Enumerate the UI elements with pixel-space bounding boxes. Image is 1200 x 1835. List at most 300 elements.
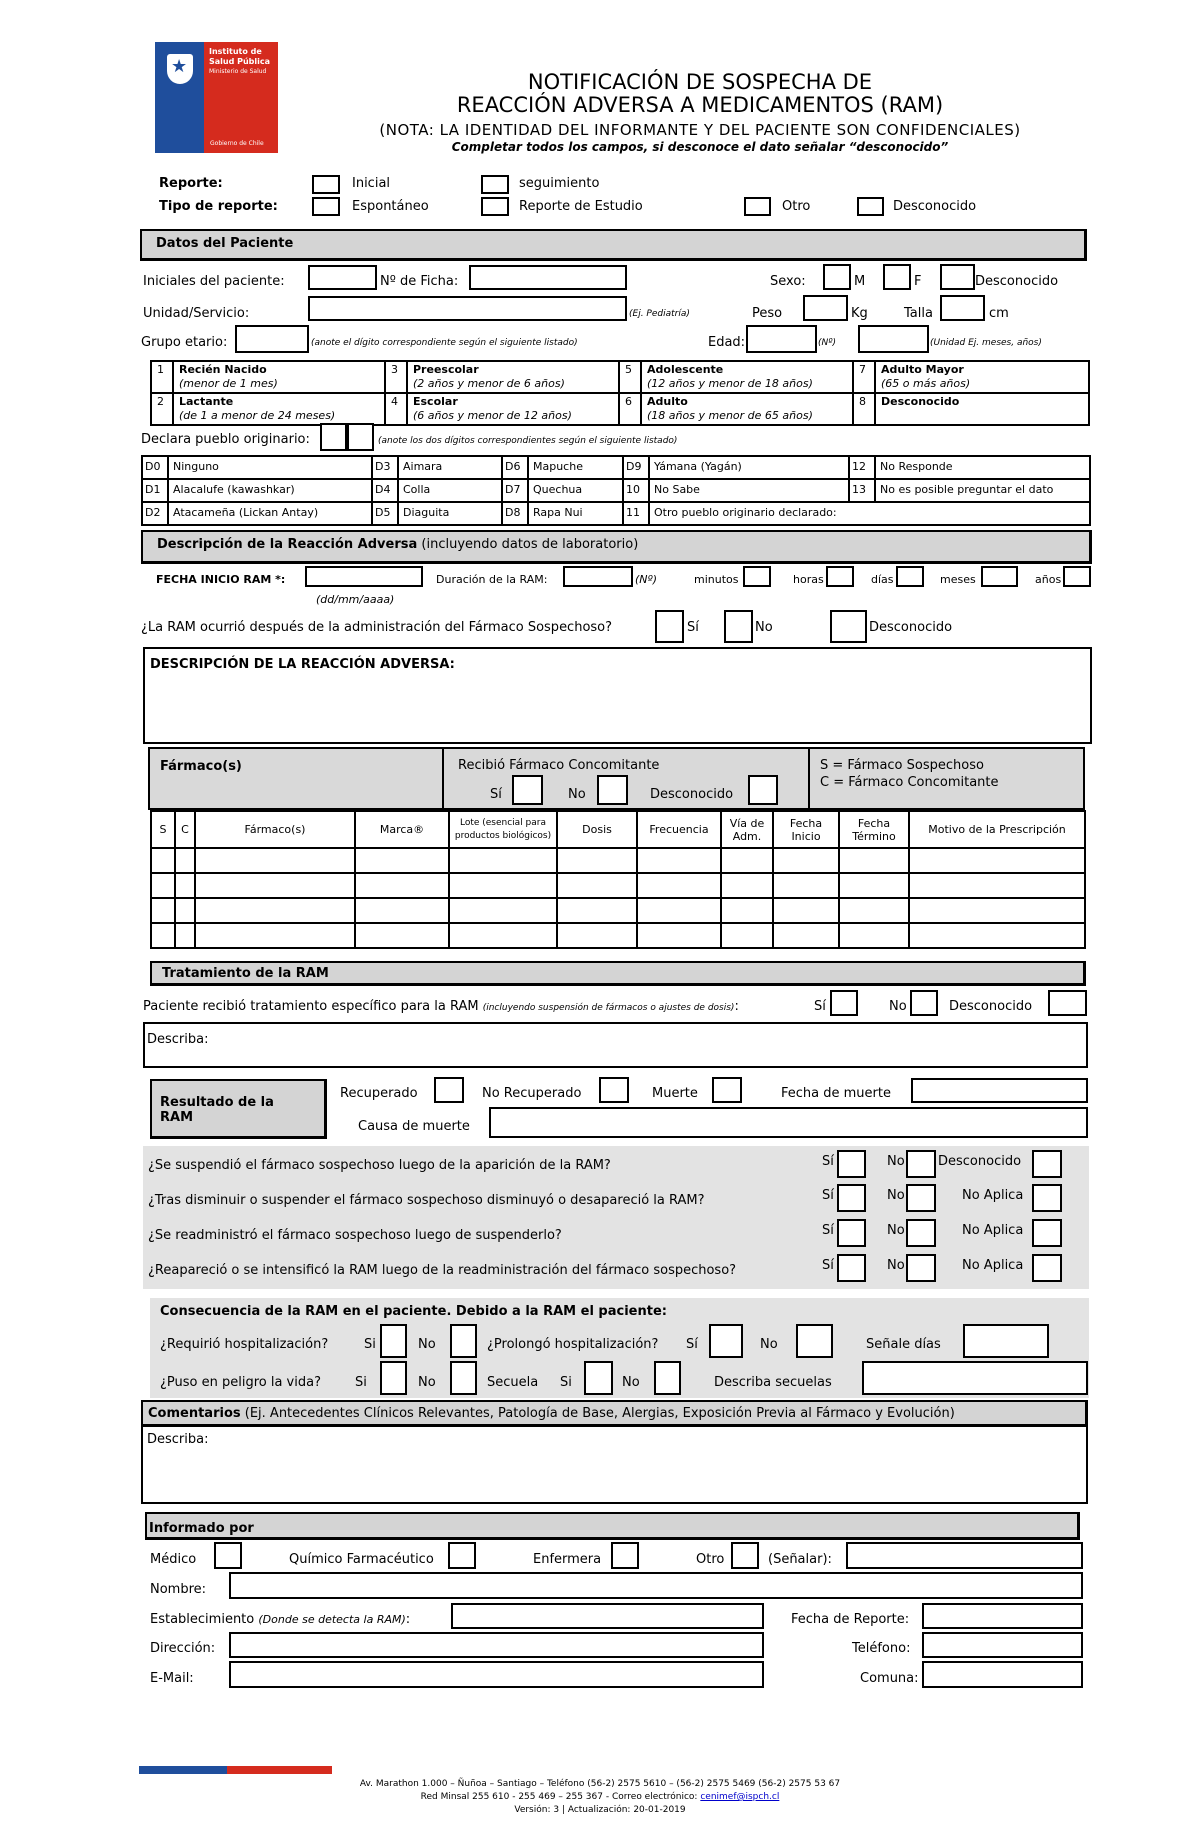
sexo-m-checkbox[interactable] (823, 264, 851, 290)
question-2-b-checkbox[interactable] (906, 1184, 936, 1212)
talla-input[interactable] (940, 295, 985, 321)
email-label: E-Mail: (150, 1671, 194, 1686)
col-farmaco: Fármaco(s) (195, 811, 355, 848)
age-group-desc: (menor de 1 mes) (179, 377, 278, 390)
comments-header-text (148, 1406, 955, 1421)
comments-sub: (Ej. Antecedentes Clínicos Relevantes, Patología de Base, Alergias, Exposición Previa al Fármaco y Evolución) (244, 1406, 955, 1421)
question-4-c-label: No Aplica (962, 1258, 1024, 1273)
footer-email-link[interactable]: cenimef@ispch.cl (700, 1792, 780, 1802)
footer-contact-text: Red Minsal 255 610 - 255 469 – 255 367 - Correo electrónico: (420, 1792, 698, 1802)
establecimiento-text: Establecimiento (150, 1612, 255, 1627)
secuela-no-checkbox[interactable] (654, 1361, 681, 1395)
estudio-checkbox[interactable] (481, 197, 509, 216)
drug-cell[interactable] (449, 848, 557, 873)
question-2-c-label: No Aplica (962, 1188, 1024, 1203)
drugs-table (150, 810, 1086, 949)
col-c: C (175, 811, 195, 848)
age-group-title: Lactante (179, 395, 234, 408)
after-question: ¿La RAM ocurrió después de la administración del Fármaco Sospechoso? (141, 620, 613, 635)
drug-cell[interactable] (637, 873, 721, 898)
treatment-describe-box[interactable] (143, 1022, 1088, 1068)
establecimiento-colon: : (405, 1612, 411, 1627)
anos-input[interactable] (1063, 566, 1091, 587)
drug-cell[interactable] (721, 898, 773, 923)
drug-cell[interactable] (557, 923, 637, 948)
drugs-header-divider-2 (808, 747, 810, 810)
drug-row (151, 923, 1085, 948)
direccion-input[interactable] (229, 1632, 764, 1658)
result-title-box (150, 1079, 327, 1139)
drugs-title: Fármaco(s) (160, 759, 242, 774)
pueblo-hint: (anote los dos dígitos correspondientes según el siguiente listado) (378, 436, 678, 446)
age-group-desc: (12 años y menor de 18 años) (647, 377, 813, 390)
age-group-num: 4 (385, 393, 407, 425)
quimico-checkbox[interactable] (448, 1542, 476, 1569)
drug-cell[interactable] (773, 898, 839, 923)
peligro-si-label: Si (355, 1375, 367, 1390)
people-name: Rapa Nui (528, 502, 623, 525)
drug-cell[interactable] (449, 873, 557, 898)
age-group-desc: (de 1 a menor de 24 meses) (179, 409, 336, 422)
cm-label: cm (989, 306, 1009, 321)
after-si-label: Sí (687, 620, 699, 635)
question-4-c-checkbox[interactable] (1032, 1254, 1062, 1282)
col-marca: Marca® (355, 811, 449, 848)
drug-cell[interactable] (773, 923, 839, 948)
inicial-label: Inicial (352, 176, 391, 191)
people-code: D6 (502, 456, 528, 479)
concomitant-si-checkbox[interactable] (512, 775, 543, 805)
edad-hint: (Nº) (818, 338, 836, 348)
nombre-input[interactable] (229, 1572, 1083, 1599)
reaction-section-label: Descripción de la Reacción Adversa (157, 537, 418, 552)
kg-label: Kg (851, 306, 868, 321)
question-1-c-checkbox[interactable] (1032, 1150, 1062, 1178)
edad-input[interactable] (746, 325, 817, 353)
drug-cell[interactable] (175, 848, 195, 873)
people-code: 12 (849, 456, 875, 479)
describa-secuelas-label: Describa secuelas (714, 1375, 832, 1390)
telefono-input[interactable] (922, 1632, 1083, 1658)
comuna-label: Comuna: (860, 1671, 919, 1686)
age-group-num: 7 (853, 361, 875, 393)
concomitant-label: Recibió Fármaco Concomitante (458, 758, 660, 773)
peoples-row (142, 502, 1090, 525)
reporter-header (145, 1512, 1080, 1540)
footer-contact (0, 1792, 1200, 1802)
people-code: 10 (623, 479, 649, 502)
drug-cell[interactable] (355, 873, 449, 898)
drug-cell[interactable] (175, 898, 195, 923)
secuelas-input[interactable] (862, 1361, 1088, 1395)
medico-label: Médico (150, 1552, 197, 1567)
ficha-input[interactable] (469, 265, 627, 290)
drug-cell[interactable] (637, 923, 721, 948)
concomitant-desconocido-checkbox[interactable] (748, 775, 778, 805)
sexo-f-checkbox[interactable] (883, 264, 911, 290)
instruction: Completar todos los campos, si desconoce el dato señalar “desconocido” (451, 140, 949, 154)
peligro-question: ¿Puso en peligro la vida? (160, 1375, 321, 1390)
medico-checkbox[interactable] (214, 1542, 242, 1569)
question-4-b-label: No (887, 1258, 905, 1273)
drug-cell[interactable] (909, 923, 1085, 948)
comments-title: Comentarios (148, 1406, 241, 1421)
age-group-desc: (6 años y menor de 12 años) (413, 409, 572, 422)
pueblo-input-1[interactable] (320, 423, 347, 451)
age-group-num: 1 (151, 361, 173, 393)
question-3-b-label: No (887, 1223, 905, 1238)
fecha-inicio-hint: (dd/mm/aaaa) (316, 593, 395, 606)
question-2-a-checkbox[interactable] (837, 1184, 866, 1212)
drug-row (151, 873, 1085, 898)
people-code: D9 (623, 456, 649, 479)
logo (155, 42, 278, 153)
col-fecha-inicio: Fecha Inicio (773, 811, 839, 848)
age-group-row (151, 393, 1089, 425)
meses-label: meses (940, 573, 976, 586)
people-name: Aimara (398, 456, 502, 479)
causa-muerte-input[interactable] (489, 1107, 1088, 1138)
sexo-desconocido-checkbox[interactable] (940, 264, 975, 290)
grupo-input[interactable] (235, 325, 309, 353)
people-name: Mapuche (528, 456, 623, 479)
dias-label: Señale días (866, 1337, 941, 1352)
question-4: ¿Reapareció o se intensificó la RAM luego de la readministración del fármaco sospechoso? (148, 1263, 737, 1278)
hosp-si-label: Si (364, 1337, 376, 1352)
footer-blue-bar (139, 1766, 227, 1774)
drug-cell[interactable] (721, 873, 773, 898)
grupo-label: Grupo etario: (141, 335, 228, 350)
col-dosis: Dosis (557, 811, 637, 848)
unidad-hint: (Ej. Pediatría) (629, 309, 690, 319)
drug-cell[interactable] (773, 848, 839, 873)
comments-describe-label: Describa: (147, 1432, 209, 1447)
edad-unit-input[interactable] (858, 325, 929, 353)
muerte-checkbox[interactable] (712, 1077, 742, 1103)
treatment-desconocido-checkbox[interactable] (1048, 990, 1087, 1016)
drug-cell[interactable] (355, 848, 449, 873)
duracion-hint: (Nº) (635, 573, 657, 586)
otro-reporter-label: Otro (696, 1552, 725, 1567)
question-3-a-checkbox[interactable] (837, 1219, 866, 1247)
ficha-label: Nº de Ficha: (380, 274, 459, 289)
drug-cell[interactable] (195, 873, 355, 898)
drug-cell[interactable] (637, 848, 721, 873)
people-name: Quechua (528, 479, 623, 502)
treatment-section-title: Tratamiento de la RAM (162, 966, 329, 981)
peligro-no-checkbox[interactable] (450, 1361, 477, 1395)
people-name: Otro pueblo originario declarado: (649, 502, 1090, 525)
age-group-table (150, 360, 1090, 426)
question-4-b-checkbox[interactable] (906, 1254, 936, 1282)
comments-header (141, 1400, 1088, 1427)
question-3-a-label: Sí (822, 1223, 834, 1238)
age-group-title: Adolescente (647, 363, 724, 376)
treatment-colon: : (734, 999, 739, 1014)
people-name: Diaguita (398, 502, 502, 525)
drug-row (151, 898, 1085, 923)
treatment-question-text: Paciente recibió tratamiento específico para la RAM (143, 999, 479, 1014)
peoples-table (141, 455, 1091, 526)
pueblo-input-2[interactable] (347, 423, 374, 451)
drug-cell[interactable] (637, 898, 721, 923)
reporter-title: Informado por (149, 1521, 254, 1536)
sexo-f-label: F (914, 274, 922, 289)
reaction-section-sub: (incluyendo datos de laboratorio) (421, 537, 639, 552)
question-1-b-label: No (887, 1154, 905, 1169)
age-group-num: 3 (385, 361, 407, 393)
hosp-question: ¿Requirió hospitalización? (160, 1337, 329, 1352)
drug-cell[interactable] (355, 898, 449, 923)
drug-cell[interactable] (195, 848, 355, 873)
reaction-section-header (141, 530, 1092, 564)
reaction-description-box[interactable] (143, 647, 1092, 744)
logo-star-icon: ★ (171, 56, 188, 77)
age-group-desc: (2 años y menor de 6 años) (413, 377, 565, 390)
drug-cell[interactable] (839, 898, 909, 923)
fecha-muerte-input[interactable] (911, 1078, 1088, 1103)
reaction-description-title: DESCRIPCIÓN DE LA REACCIÓN ADVERSA: (150, 657, 455, 672)
drug-cell[interactable] (195, 923, 355, 948)
treatment-si-checkbox[interactable] (830, 990, 858, 1016)
question-3-b-checkbox[interactable] (906, 1219, 936, 1247)
duracion-label: Duración de la RAM: (436, 573, 548, 586)
recuperado-label: Recuperado (340, 1086, 418, 1101)
horas-label: horas (793, 573, 824, 586)
after-no-checkbox[interactable] (724, 610, 753, 643)
duracion-input[interactable] (563, 566, 633, 587)
drug-cell[interactable] (151, 848, 175, 873)
hosp-no-label: No (418, 1337, 436, 1352)
no-recuperado-label: No Recuperado (482, 1086, 582, 1101)
drug-cell[interactable] (355, 923, 449, 948)
people-code: 11 (623, 502, 649, 525)
drug-cell[interactable] (151, 873, 175, 898)
drug-cell[interactable] (175, 873, 195, 898)
drug-cell[interactable] (557, 848, 637, 873)
sexo-m-label: M (854, 274, 866, 289)
drug-cell[interactable] (449, 923, 557, 948)
otro-reporter-checkbox[interactable] (731, 1542, 759, 1569)
email-input[interactable] (229, 1661, 764, 1688)
age-group-item (641, 393, 853, 425)
grupo-hint: (anote el dígito correspondiente según el siguiente listado) (311, 338, 578, 348)
anos-label: años (1035, 573, 1062, 586)
question-1: ¿Se suspendió el fármaco sospechoso luego de la aparición de la RAM? (148, 1158, 611, 1173)
treatment-describe-label: Describa: (147, 1032, 209, 1047)
seguimiento-checkbox[interactable] (481, 175, 509, 194)
comments-box[interactable] (141, 1425, 1088, 1504)
drug-cell[interactable] (909, 898, 1085, 923)
prolong-si-checkbox[interactable] (709, 1324, 743, 1358)
prolong-si-label: Sí (686, 1337, 698, 1352)
treatment-si-label: Sí (814, 999, 826, 1014)
quimico-label: Químico Farmacéutico (289, 1552, 434, 1567)
peso-label: Peso (752, 306, 783, 321)
recuperado-checkbox[interactable] (434, 1077, 464, 1103)
meses-input[interactable] (981, 566, 1018, 587)
concomitant-desconocido-label: Desconocido (650, 787, 734, 802)
peso-input[interactable] (803, 295, 848, 321)
dias-input[interactable] (896, 566, 924, 587)
senalar-input[interactable] (846, 1542, 1083, 1569)
footer-version: Versión: 3 | Actualización: 20-01-2019 (514, 1805, 686, 1815)
after-no-label: No (755, 620, 773, 635)
drug-cell[interactable] (909, 848, 1085, 873)
prolong-no-label: No (760, 1337, 778, 1352)
iniciales-input[interactable] (308, 265, 377, 290)
secuela-si-checkbox[interactable] (584, 1361, 613, 1395)
hosp-no-checkbox[interactable] (450, 1324, 477, 1358)
question-3-c-label: No Aplica (962, 1223, 1024, 1238)
people-code: D5 (372, 502, 398, 525)
people-name: No Responde (875, 456, 1090, 479)
reporte-label: Reporte: (159, 176, 223, 191)
drug-cell[interactable] (839, 848, 909, 873)
desconocido-label: Desconocido (893, 199, 977, 214)
fecha-muerte-label: Fecha de muerte (781, 1086, 891, 1101)
people-code: D2 (142, 502, 168, 525)
age-group-num: 8 (853, 393, 875, 425)
unidad-label: Unidad/Servicio: (143, 306, 250, 321)
logo-footer: Gobierno de Chile (210, 140, 264, 147)
legend-concomitante: C = Fármaco Concomitante (820, 775, 999, 790)
col-motivo: Motivo de la Prescripción (909, 811, 1085, 848)
drug-cell[interactable] (909, 873, 1085, 898)
comuna-input[interactable] (922, 1661, 1083, 1688)
drugs-table-header (151, 811, 1085, 848)
after-si-checkbox[interactable] (655, 610, 684, 643)
drug-cell[interactable] (175, 923, 195, 948)
drug-cell[interactable] (839, 923, 909, 948)
people-code: D7 (502, 479, 528, 502)
minutos-input[interactable] (743, 566, 771, 587)
people-name: Ninguno (168, 456, 372, 479)
peligro-no-label: No (418, 1375, 436, 1390)
reaction-section-title (157, 537, 638, 552)
fecha-reporte-input[interactable] (922, 1603, 1083, 1629)
treatment-no-checkbox[interactable] (910, 990, 938, 1016)
age-group-title: Recién Nacido (179, 363, 267, 376)
unidad-input[interactable] (308, 296, 627, 321)
drug-cell[interactable] (195, 898, 355, 923)
secuela-no-label: No (622, 1375, 640, 1390)
concomitant-no-checkbox[interactable] (597, 775, 628, 805)
iniciales-label: Iniciales del paciente: (143, 274, 285, 289)
people-name: Atacameña (Lickan Antay) (168, 502, 372, 525)
enfermera-checkbox[interactable] (611, 1542, 639, 1569)
question-4-a-label: Sí (822, 1258, 834, 1273)
people-code: D1 (142, 479, 168, 502)
otro-checkbox[interactable] (744, 197, 771, 216)
espontaneo-label: Espontáneo (352, 199, 429, 214)
treatment-hint: (incluyendo suspensión de fármacos o ajustes de dosis) (482, 1003, 735, 1013)
inicial-checkbox[interactable] (312, 175, 340, 194)
horas-input[interactable] (826, 566, 854, 587)
muerte-label: Muerte (652, 1086, 698, 1101)
col-frecuencia: Frecuencia (637, 811, 721, 848)
question-2-c-checkbox[interactable] (1032, 1184, 1062, 1212)
treatment-desconocido-label: Desconocido (949, 999, 1033, 1014)
fecha-inicio-label: FECHA INICIO RAM *: (156, 573, 286, 586)
patient-section-header (140, 229, 1087, 261)
establecimiento-label (150, 1612, 410, 1627)
question-1-a-checkbox[interactable] (837, 1150, 866, 1178)
hosp-si-checkbox[interactable] (380, 1324, 407, 1358)
age-group-item (641, 361, 853, 393)
after-desconocido-label: Desconocido (869, 620, 953, 635)
drug-cell[interactable] (773, 873, 839, 898)
desconocido-checkbox[interactable] (857, 197, 884, 216)
age-group-item (407, 361, 619, 393)
drug-cell[interactable] (839, 873, 909, 898)
consequence-title: Consecuencia de la RAM en el paciente. Debido a la RAM el paciente: (160, 1304, 667, 1319)
drug-row (151, 848, 1085, 873)
prolong-no-checkbox[interactable] (796, 1324, 833, 1358)
prolong-question: ¿Prolongó hospitalización? (487, 1337, 659, 1352)
estudio-label: Reporte de Estudio (519, 199, 643, 214)
footer-address: Av. Marathon 1.000 – Ñuñoa – Santiago – Teléfono (56-2) 2575 5610 – (56-2) 2575 5469 (56-2) 2575 53 67 (359, 1779, 841, 1789)
seguimiento-label: seguimiento (519, 176, 600, 191)
question-4-a-checkbox[interactable] (837, 1254, 866, 1282)
establecimiento-input[interactable] (451, 1603, 764, 1629)
question-2: ¿Tras disminuir o suspender el fármaco sospechoso disminuyó o desapareció la RAM? (148, 1193, 705, 1208)
drug-cell[interactable] (721, 848, 773, 873)
age-group-title: Adulto (647, 395, 688, 408)
drug-cell[interactable] (151, 923, 175, 948)
age-group-item (875, 393, 1089, 425)
question-1-c-label: Desconocido (938, 1154, 1022, 1169)
dias-input[interactable] (963, 1324, 1049, 1358)
result-title: Resultado de la RAM (160, 1095, 274, 1125)
direccion-label: Dirección: (150, 1641, 216, 1656)
question-3-c-checkbox[interactable] (1032, 1219, 1062, 1247)
sexo-label: Sexo: (770, 274, 806, 289)
causa-muerte-label: Causa de muerte (358, 1119, 470, 1134)
peligro-si-checkbox[interactable] (380, 1361, 407, 1395)
people-code: D0 (142, 456, 168, 479)
nombre-label: Nombre: (150, 1582, 207, 1597)
age-group-desc: (18 años y menor de 65 años) (647, 409, 813, 422)
question-1-b-checkbox[interactable] (906, 1150, 936, 1178)
age-group-item (173, 361, 385, 393)
col-via: Vía de Adm. (721, 811, 773, 848)
pueblo-label: Declara pueblo originario: (141, 432, 310, 447)
fecha-inicio-input[interactable] (305, 566, 423, 587)
espontaneo-checkbox[interactable] (312, 197, 340, 216)
drug-cell[interactable] (721, 923, 773, 948)
age-group-desc: (65 o más años) (881, 377, 971, 390)
age-group-title: Escolar (413, 395, 458, 408)
telefono-label: Teléfono: (852, 1641, 911, 1656)
drug-cell[interactable] (557, 873, 637, 898)
col-lote: Lote (esencial para productos biológicos) (449, 811, 557, 848)
drug-cell[interactable] (151, 898, 175, 923)
logo-line2: Salud Pública (209, 57, 271, 66)
logo-line1: Instituto de (209, 47, 262, 56)
age-group-title: Adulto Mayor (881, 363, 964, 376)
no-recuperado-checkbox[interactable] (599, 1077, 629, 1103)
after-desconocido-checkbox[interactable] (830, 610, 867, 643)
drug-cell[interactable] (557, 898, 637, 923)
drug-cell[interactable] (449, 898, 557, 923)
sexo-desconocido-label: Desconocido (975, 274, 1059, 289)
otro-label: Otro (782, 199, 811, 214)
question-3: ¿Se readministró el fármaco sospechoso luego de suspenderlo? (148, 1228, 562, 1243)
people-code: D8 (502, 502, 528, 525)
minutos-label: minutos (694, 573, 739, 586)
edad-unit-hint: (Unidad Ej. meses, años) (930, 338, 1042, 348)
